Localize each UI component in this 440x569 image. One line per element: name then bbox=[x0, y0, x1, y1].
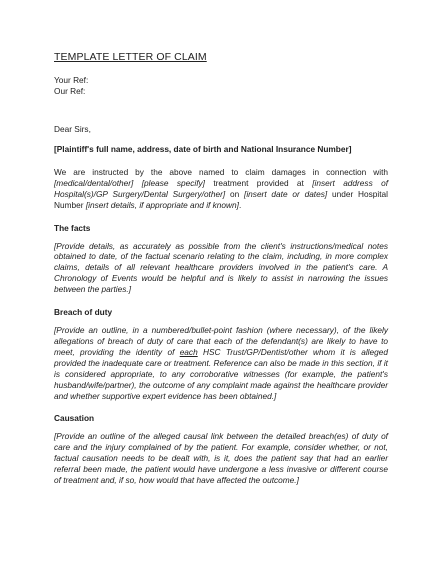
references bbox=[54, 75, 388, 96]
salutation: Dear Sirs, bbox=[54, 124, 91, 134]
intro-text-1: We are instructed by the above named to claim damages in connection with bbox=[54, 166, 388, 177]
your-ref: Your Ref: bbox=[54, 75, 89, 85]
intro-paragraph bbox=[54, 167, 388, 211]
facts-heading: The facts bbox=[54, 222, 91, 233]
intro-address: [insert address of Hospital(s)/GP Surgery/Dental Surgery/other] bbox=[54, 177, 389, 199]
intro-text-2: treatment provided at bbox=[204, 177, 313, 188]
intro-text-3: on bbox=[225, 188, 245, 199]
breach-text-each: each bbox=[179, 346, 198, 357]
our-ref: Our Ref: bbox=[54, 85, 86, 96]
facts-paragraph: [Provide details, as accurately as possible from the client's instructions/medical notes obtained to date, of the factual scenario relating to the claim, including, in more complex claims, details of all relevant healthcare providers involved in the patient's care. A Chronology of Events would be helpful and is likely to assist in narrowing the issues between the parties.] bbox=[54, 240, 388, 295]
intro-treatment-type: [medical/dental/other] [please specify] bbox=[54, 177, 205, 188]
intro-dates: [insert date or dates] bbox=[244, 188, 328, 199]
breach-paragraph bbox=[54, 325, 388, 401]
causation-heading: Causation bbox=[54, 413, 95, 424]
intro-hospital-number: [insert details, if appropriate and if known] bbox=[85, 199, 239, 210]
intro-text-5: . bbox=[238, 199, 242, 210]
breach-heading: Breach of duty bbox=[54, 307, 113, 318]
causation-paragraph: [Provide an outline of the alleged causal link between the detailed breach(es) of duty of care and the injury complained of by the patient. For example, consider whether, or not, factual causation needs to be dealt with, is it, does the patient say that had an earlier referral been made, the patient would have undergone a less invasive or different course of treatment and, if so, how would that have affected the outcome.] bbox=[54, 431, 388, 486]
document-title: TEMPLATE LETTER OF CLAIM bbox=[54, 51, 207, 63]
intro-text-4: under Hospital Number bbox=[54, 188, 388, 210]
breach-text-2: HSC Trust/GP/Dentist/other whom it is alleged provided the inadequate care or treatment. Reference can also be made in this section, if it is considered appropriate, to any corroborative witnesses (for example, the patient's husband/wife/partner), the outcome of any complaint made against the healthcare provider and whether supportive expert evidence has been obtained.] bbox=[54, 346, 388, 401]
plaintiff-line: [Plaintiff's full name, address, date of birth and National Insurance Number] bbox=[54, 144, 352, 154]
breach-text-1: [Provide an outline, in a numbered/bullet-point fashion (where necessary), of the likely allegations of breach of duty of care that each of the defendant(s) are likely to have to meet, providing the identity of bbox=[54, 325, 388, 357]
